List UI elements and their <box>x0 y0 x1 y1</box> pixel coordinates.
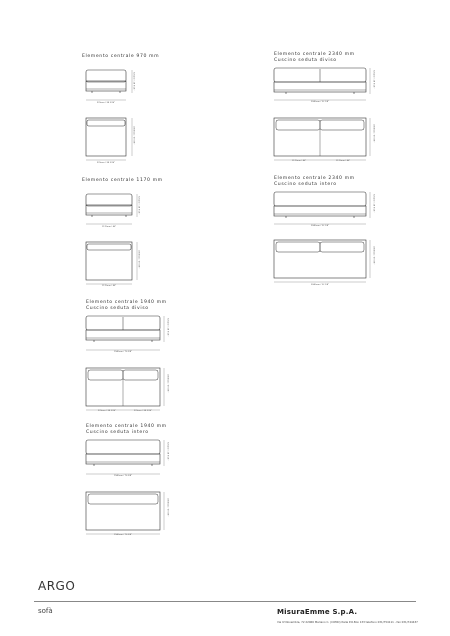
product-title: ARGO <box>38 579 76 593</box>
top-view-2340-diviso <box>268 116 378 162</box>
item-label-2340-diviso-line1: Elemento centrale 2340 mm <box>274 52 355 57</box>
item-label-1170: Elemento centrale 1170 mm <box>82 178 163 183</box>
item-label-970: Elemento centrale 970 mm <box>82 54 160 59</box>
front-width-dim-1170: 1170mm / 46" <box>101 226 117 228</box>
front-height-dim-970: 725mm / 28 9/16" <box>132 72 135 91</box>
top-width-dim-1170: 1170mm / 46" <box>101 285 117 287</box>
top-depth-dim-1940-diviso: 1000mm / 39 3/8" <box>166 374 169 393</box>
item-label-2340-intero-line1: Elemento centrale 2340 mm <box>274 176 355 181</box>
top-depth-dim-1170: 1000mm / 39 3/8" <box>137 250 140 269</box>
top-depth-dim-1940-intero: 1000mm / 39 3/8" <box>166 498 169 517</box>
item-label-1940-diviso-line1: Elemento centrale 1940 mm <box>86 300 167 305</box>
front-view-1170 <box>80 186 144 230</box>
front-height-dim-1940-intero: 725mm / 28 9/16" <box>166 442 169 461</box>
top-view-970 <box>80 116 140 162</box>
front-width-dim-1940-intero: 1940mm / 76 3/8" <box>113 475 133 477</box>
front-width-dim-1940-diviso: 1940mm / 76 3/8" <box>113 351 133 353</box>
item-label-2340-diviso-line2: Cuscino seduta diviso <box>274 58 337 63</box>
front-view-1940-diviso <box>80 312 170 356</box>
top-view-2340-intero <box>268 238 378 284</box>
footer-divider <box>34 601 416 602</box>
front-width-dim-2340-intero: 2340mm / 92 1/8" <box>310 225 330 227</box>
top-view-1170 <box>80 240 144 286</box>
top-view-1940-intero <box>80 490 170 536</box>
item-label-1940-intero-line1: Elemento centrale 1940 mm <box>86 424 167 429</box>
top-width-b-dim-1940-diviso: 970mm / 38 3/16" <box>133 410 153 412</box>
top-width-dim-2340-intero: 2340mm / 92 1/8" <box>310 284 330 286</box>
front-view-1940-intero <box>80 436 170 480</box>
item-label-1940-diviso-line2: Cuscino seduta diviso <box>86 306 149 311</box>
front-view-970 <box>80 62 140 106</box>
top-width-dim-970: 970mm / 38 3/16" <box>96 162 116 164</box>
item-label-2340-intero-line2: Cuscino seduta intero <box>274 182 337 187</box>
front-height-dim-1940-diviso: 725mm / 28 9/16" <box>166 318 169 337</box>
front-height-dim-1170: 725mm / 28 9/16" <box>137 196 140 215</box>
product-subtitle: sofà <box>38 607 53 615</box>
top-width-dim-1940-intero: 1940mm / 76 3/8" <box>113 534 133 536</box>
top-depth-dim-2340-diviso: 1000mm / 39 3/8" <box>372 124 375 143</box>
front-width-dim-2340-diviso: 2340mm / 92 1/8" <box>310 101 330 103</box>
company-address: Via IV Novembre, 72 22066 Mariano C. (COMO) Italia P.O.Box 133 telefono 031/754111 - fax 031/744437 <box>277 620 418 624</box>
top-view-1940-diviso <box>80 366 170 412</box>
company-name: MisuraEmme S.p.A. <box>277 608 358 616</box>
top-width-a-dim-2340-diviso: 1170mm / 46" <box>291 160 307 162</box>
front-height-dim-2340-diviso: 725mm / 28 9/16" <box>372 70 375 89</box>
top-depth-dim-970: 1000mm / 39 3/8" <box>132 126 135 145</box>
top-width-b-dim-2340-diviso: 1170mm / 46" <box>335 160 351 162</box>
top-width-a-dim-1940-diviso: 970mm / 38 3/16" <box>97 410 117 412</box>
front-height-dim-2340-intero: 725mm / 28 9/16" <box>372 194 375 213</box>
front-width-dim-970: 970mm / 38 3/16" <box>96 102 116 104</box>
item-label-1940-intero-line2: Cuscino seduta intero <box>86 430 149 435</box>
top-depth-dim-2340-intero: 1000mm / 39 3/8" <box>372 246 375 265</box>
